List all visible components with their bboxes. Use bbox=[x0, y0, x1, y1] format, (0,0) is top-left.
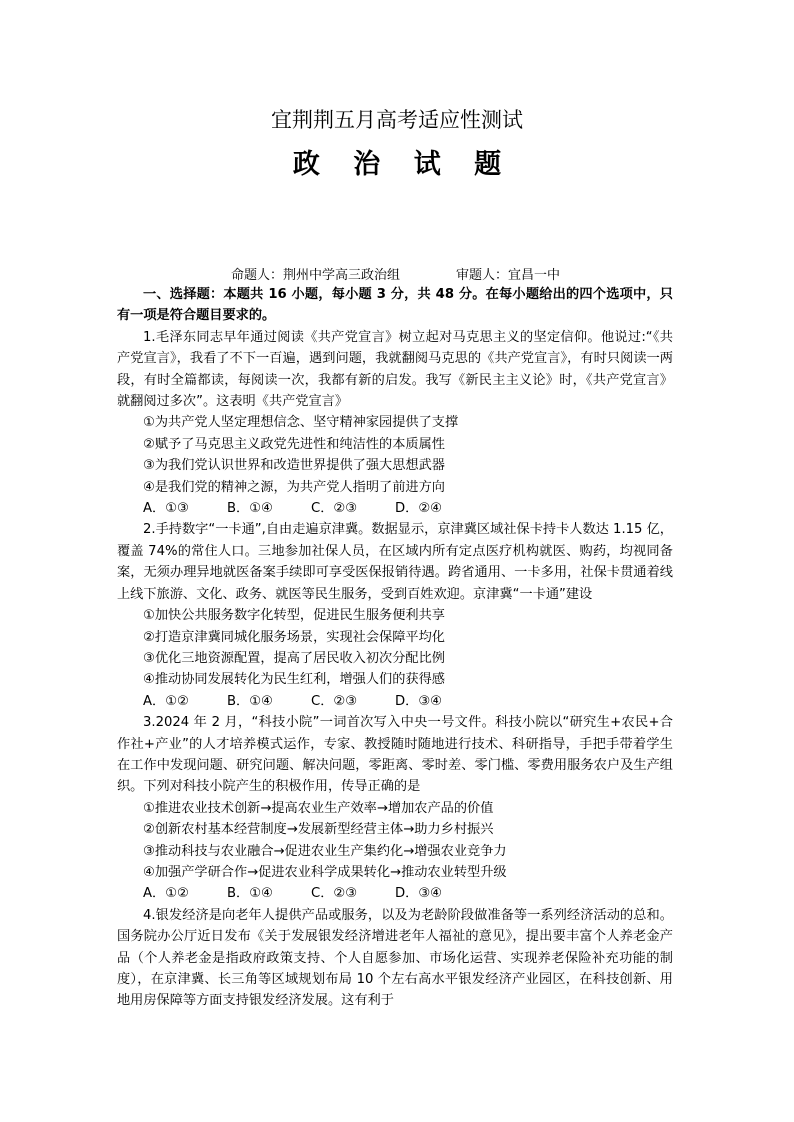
question-3-option-2: ②创新农村基本经营制度→发展新型经营主体→助力乡村振兴 bbox=[143, 822, 494, 838]
question-2-option-2: ②打造京津冀同城化服务场景，实现社会保障平均化 bbox=[143, 629, 445, 645]
question-1-option-2: ②赋予了马克思主义政党先进性和纯洁性的本质属性 bbox=[143, 436, 445, 452]
choice-c: C．②③ bbox=[311, 693, 358, 709]
question-3-stem: 3.2024 年 2 月，“科技小院”一词首次写入中央一号文件。科技小院以“研究生+农民+合作社+产业”的人才培养模式运作，专家、教授随时随地进行技术、科研指导，手把手带着学生在工作中发现问题、研究问题、解决问题，零距离、零时差、零门槛、零费用服务农户及生产组织。下列对科技小院产生的积极作用，传导正确的是 bbox=[117, 715, 673, 795]
question-2-option-3: ③优化三地资源配置，提高了居民收入初次分配比例 bbox=[143, 650, 445, 666]
choice-a: A．①② bbox=[143, 693, 189, 709]
question-3-option-1: ①推进农业技术创新→提高农业生产效率→增加农产品的价值 bbox=[143, 800, 494, 816]
section-heading: 一、选择题：本题共 16 小题，每小题 3 分，共 48 分。在每小题给出的四个选项中，只有一项是符合题目要求的。 bbox=[117, 287, 673, 324]
choice-c: C．②③ bbox=[311, 886, 358, 902]
question-2-option-4: ④推动协同发展转化为民生红利，增强人们的获得感 bbox=[143, 672, 445, 688]
question-2-stem: 2.手持数字“一卡通”,自由走遍京津冀。数据显示，京津冀区域社保卡持卡人数达 1.15 亿，覆盖 74%的常住人口。三地参加社保人员，在区域内所有定点医疗机构就医、购药，均视同备案，无须办理异地就医备案手续即可享受医保报销待遇。跨省通用、一卡多用，社保卡贯通着线上线下旅游、文化、政务、就医等民生服务，受到百姓欢迎。京津冀“一卡通”建设 bbox=[117, 522, 673, 602]
choice-d: D．③④ bbox=[395, 886, 442, 902]
choice-a: A．①② bbox=[143, 886, 189, 902]
question-3-choices bbox=[117, 883, 673, 904]
choice-d: D．③④ bbox=[395, 693, 442, 709]
question-2-option-1: ①加快公共服务数字化转型，促进民生服务便利共享 bbox=[143, 608, 445, 624]
question-2-choices bbox=[117, 691, 673, 712]
choice-b: B．①④ bbox=[227, 886, 273, 902]
setter-text: 命题人：荆州中学高三政治组 bbox=[231, 268, 401, 283]
exam-content bbox=[117, 284, 673, 1012]
question-1-stem: 1.毛泽东同志早年通过阅读《共产党宣言》树立起对马克思主义的坚定信仰。他说过:“《共产党宣言》，我看了不下一百遍，遇到问题，我就翻阅马克思的《共产党宣言》，有时只阅读一两段，有时全篇都读，每阅读一次，我都有新的启发。我写《新民主主义论》时，《共产党宣言》就翻阅过多次”。这表明《共产党宣言》 bbox=[117, 329, 673, 410]
choice-a: A．①③ bbox=[143, 501, 189, 517]
question-1-choices bbox=[117, 498, 673, 519]
choice-b: B．①④ bbox=[227, 693, 273, 709]
question-1-option-1: ①为共产党人坚定理想信念、坚守精神家园提供了支撑 bbox=[143, 415, 459, 431]
choice-d: D．②④ bbox=[395, 501, 442, 517]
exam-title: 宜荆荆五月高考适应性测试 bbox=[271, 108, 523, 132]
question-1-option-3: ③为我们党认识世界和改造世界提供了强大思想武器 bbox=[143, 458, 445, 474]
reviewer-text: 审题人：宜昌一中 bbox=[456, 268, 561, 283]
question-1-option-4: ④是我们党的精神之源，为共产党人指明了前进方向 bbox=[143, 479, 445, 495]
choice-b: B．①④ bbox=[227, 501, 273, 517]
question-3-option-4: ④加强产学研合作→促进农业科学成果转化→推动农业转型升级 bbox=[143, 864, 507, 880]
question-4-stem: 4.银发经济是向老年人提供产品或服务，以及为老龄阶段做准备等一系列经济活动的总和。国务院办公厅近日发布《关于发展银发经济增进老年人福祉的意见》，提出要丰富个人养老金产品（个人养老金是指政府政策支持、个人自愿参加、市场化运营、实现养老保险补充功能的制度），在京津冀、长三角等区域规划布局 10 个左右高水平银发经济产业园区，在科技创新、用地用房保障等方面支持银发经济发展。这有利于 bbox=[117, 907, 673, 1009]
choice-c: C．②③ bbox=[311, 501, 358, 517]
author-line bbox=[231, 264, 560, 283]
question-3-option-3: ③推动科技与农业融合→促进农业生产集约化→增强农业竞争力 bbox=[143, 843, 507, 859]
subject-title: 政 治 试 题 bbox=[292, 149, 514, 180]
